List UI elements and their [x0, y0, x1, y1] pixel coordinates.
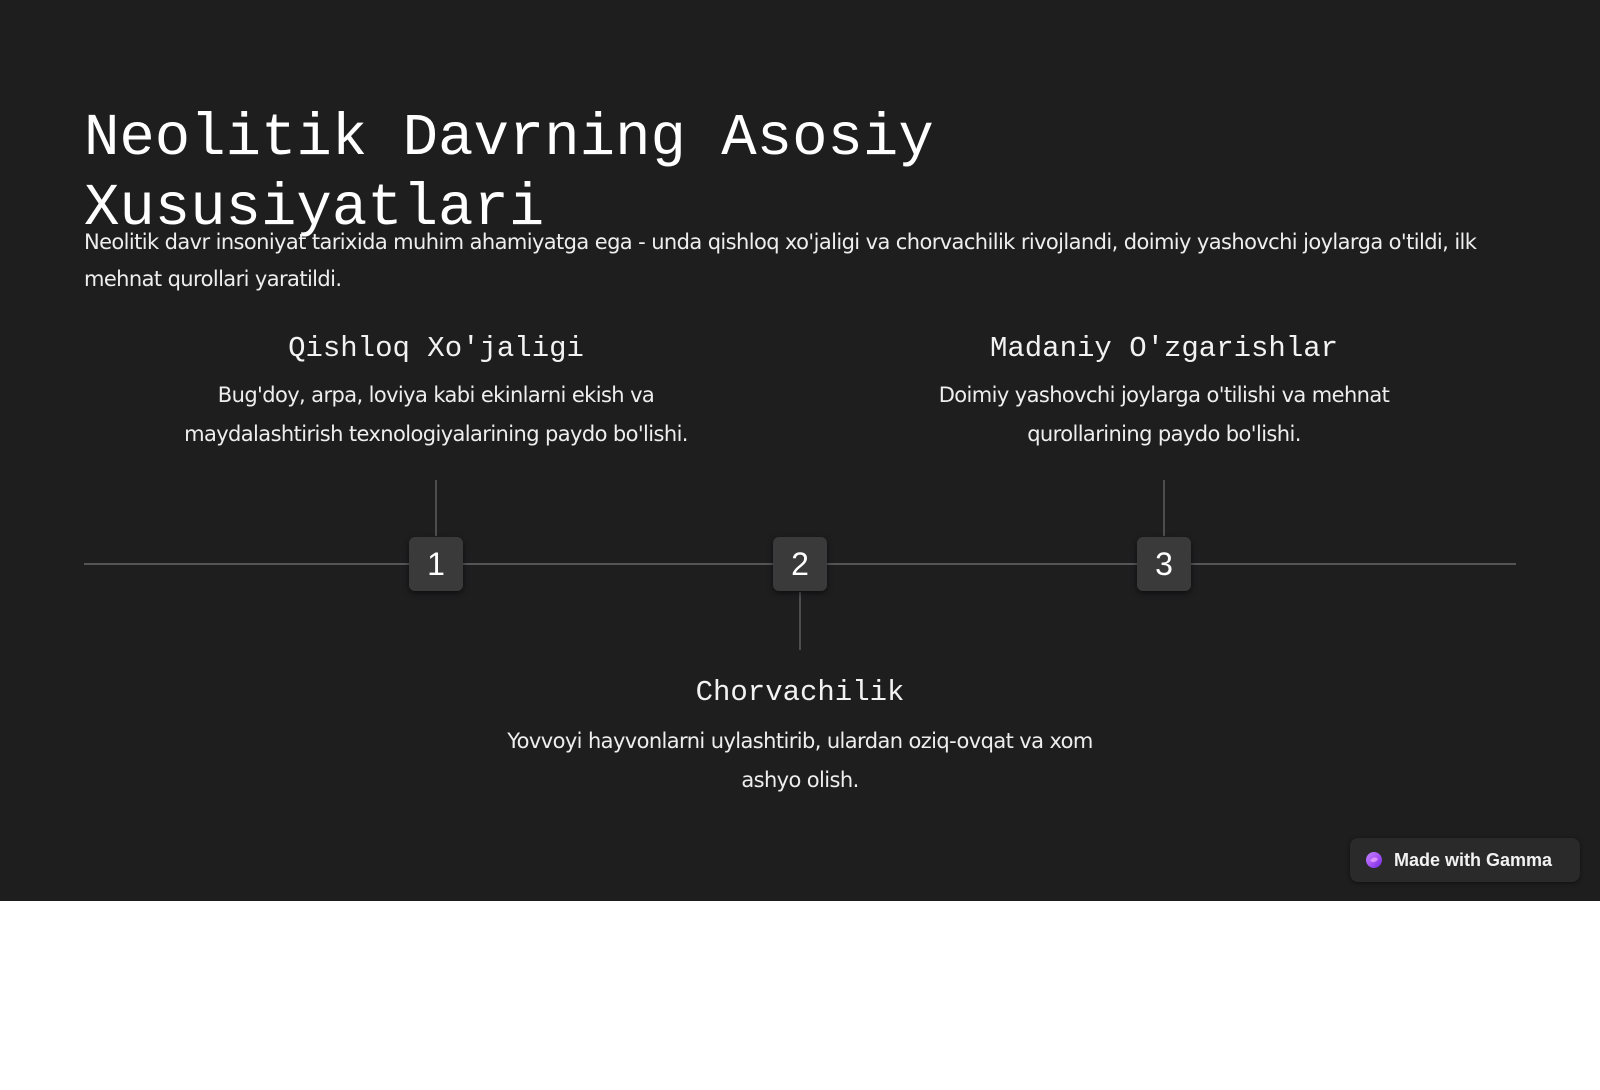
- timeline-item-3-text: Doimiy yashovchi joylarga o'tilishi va mehnat qurollarining paydo bo'lishi.: [938, 383, 1390, 446]
- timeline-item-1-heading: Qishloq Xo'jaligi: [288, 332, 584, 365]
- timeline-connector-1: [435, 480, 437, 536]
- timeline-marker-3: 3: [1137, 537, 1191, 591]
- timeline-marker-2: 2: [773, 537, 827, 591]
- made-with-gamma-badge[interactable]: [1350, 838, 1580, 882]
- timeline-connector-3: [1163, 480, 1165, 536]
- timeline-item-1-text: Bug'doy, arpa, loviya kabi ekinlarni ekish va maydalashtirish texnologiyalarining paydo bo'lishi.: [184, 383, 688, 446]
- slide-intro: Neolitik davr insoniyat tarixida muhim ahamiyatga ega - unda qishloq xo'jaligi va chorvachilik rivojlandi, doimiy yashovchi joylarga o'tildi, ilk mehnat qurollari yaratildi.: [84, 230, 1477, 291]
- slide-title: Neolitik Davrning Asosiy Xususiyatlari: [84, 105, 934, 242]
- timeline-marker-1: 1: [409, 537, 463, 591]
- timeline-item-2-text: Yovvoyi hayvonlarni uylashtirib, ulardan oziq-ovqat va xom ashyo olish.: [507, 729, 1093, 792]
- badge-label: Made with Gamma: [1394, 849, 1553, 870]
- timeline-connector-2: [799, 592, 801, 650]
- timeline-item-3-heading: Madaniy O'zgarishlar: [989, 332, 1339, 365]
- gamma-logo-icon: [1364, 850, 1384, 870]
- timeline-item-2-heading: Chorvachilik: [695, 676, 905, 709]
